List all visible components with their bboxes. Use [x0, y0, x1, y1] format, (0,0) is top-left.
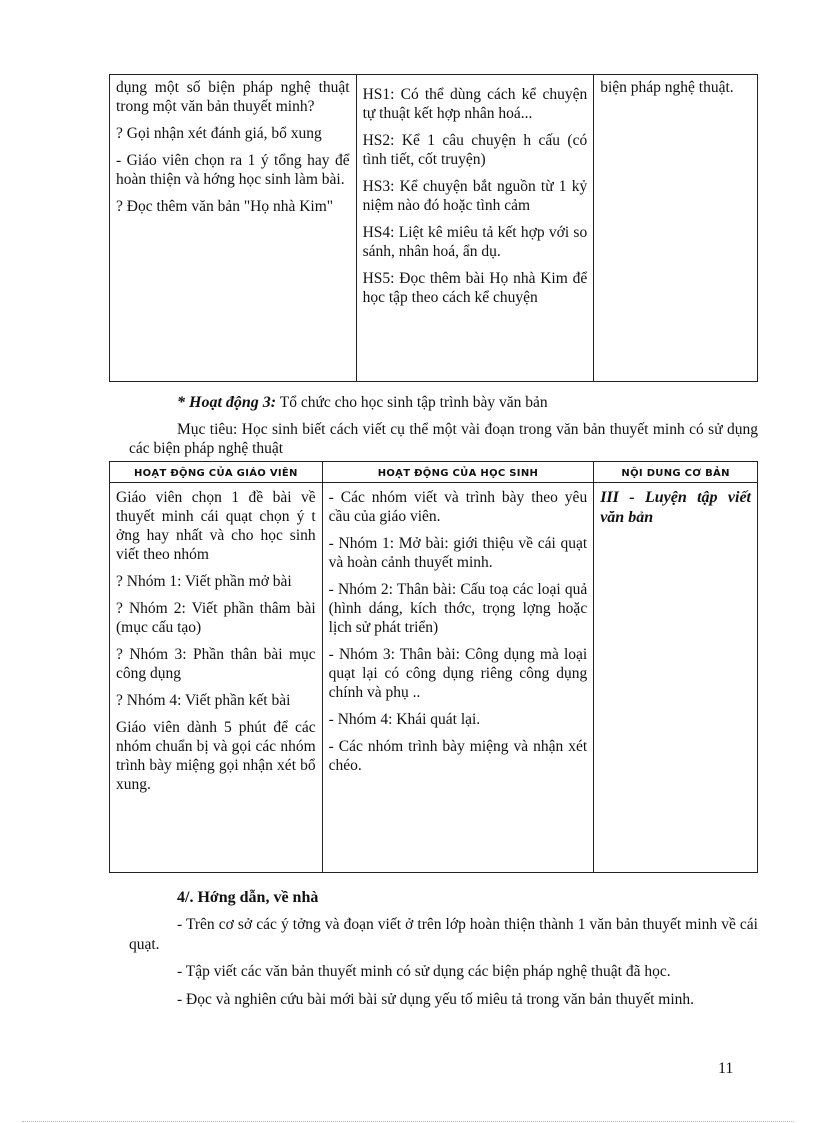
student-activity-cell [356, 75, 594, 382]
content-line: biện pháp nghệ thuật. [600, 79, 734, 96]
header-student: HOẠT ĐỘNG CỦA HỌC SINH [322, 462, 594, 483]
student-line: HS4: Liệt kê miêu tả kết hợp với so sánh, nhân hoá, ẩn dụ. [362, 224, 588, 260]
teacher-line: ? Nhóm 2: Viết phần thâm bài (mục cấu tạo) [116, 600, 316, 636]
page-bottom-divider [22, 1121, 794, 1122]
teacher-line: dụng một số biện pháp nghệ thuật trong một văn bản thuyết minh? [116, 79, 350, 115]
teacher-line: ? Gọi nhận xét đánh giá, bổ xung [116, 125, 322, 142]
teacher-line: ? Đọc thêm văn bản "Họ nhà Kim" [116, 198, 334, 215]
content-cell [594, 483, 758, 873]
page-number: 11 [718, 1060, 734, 1077]
activity-table-continued [109, 74, 758, 382]
header-teacher: HOẠT ĐỘNG CỦA GIÁO VIÊN [110, 462, 323, 483]
homework-item: - Trên cơ sở các ý tởng và đoạn viết ở trên lớp hoàn thiện thành 1 văn bản thuyết minh về cái quạt. [129, 916, 758, 953]
student-line: - Các nhóm trình bày miệng và nhận xét chéo. [328, 738, 588, 774]
section-title: III - Luyện tập viết văn bản [600, 489, 751, 526]
activity-table [109, 461, 758, 873]
activity3-heading [177, 393, 777, 413]
teacher-line: - Giáo viên chọn ra 1 ý tổng hay để hoàn thiện và hớng học sinh làm bài. [116, 152, 350, 188]
student-line: - Nhóm 2: Thân bài: Cấu toạ các loại quả (hình dáng, kích thớc, trọng lợng hoặc lịch sử phát triển) [328, 581, 588, 636]
table-row [110, 75, 758, 382]
table-header-row [110, 462, 758, 483]
student-activity-cell [322, 483, 594, 873]
student-line: - Nhóm 1: Mở bài: giới thiệu về cái quạt và hoàn cảnh thuyết minh. [328, 535, 588, 571]
student-line: - Nhóm 4: Khái quát lại. [328, 711, 481, 728]
teacher-activity-cell [110, 483, 323, 873]
header-content: NỘI DUNG CƠ BẢN [594, 462, 758, 483]
teacher-line: ? Nhóm 1: Viết phần mở bài [116, 573, 292, 590]
teacher-activity-cell [110, 75, 357, 382]
student-line: HS1: Có thể dùng cách kể chuyện tự thuật kết hợp nhân hoá... [362, 86, 588, 122]
student-line: HS5: Đọc thêm bài Họ nhà Kim để học tập theo cách kể chuyện [362, 270, 588, 306]
homework-item: - Tập viết các văn bản thuyết minh có sử dụng các biện pháp nghệ thuật đã học. [177, 963, 671, 980]
teacher-line: ? Nhóm 3: Phần thân bài mục công dụng [116, 646, 316, 682]
teacher-line: Giáo viên dành 5 phút để các nhóm chuẩn bị và gọi các nhóm trình bày miệng gọi nhận xét bổ xung. [116, 719, 316, 793]
homework-heading: 4/. Hớng dẫn, về nhà [177, 889, 319, 906]
table-row [110, 483, 758, 873]
student-line: HS2: Kể 1 câu chuyện h cấu (có tình tiết, cốt truyện) [362, 132, 588, 168]
teacher-line: Giáo viên chọn 1 đề bài về thuyết minh cái quạt chọn ý t ởng hay nhất và cho học sinh viết theo nhóm [116, 489, 316, 563]
content-cell [594, 75, 758, 382]
homework-item: - Đọc và nghiên cứu bài mới bài sử dụng yếu tố miêu tả trong văn bản thuyết minh. [177, 991, 695, 1008]
activity3-label: * Hoạt động 3: [177, 394, 277, 411]
student-line: HS3: Kể chuyện bắt nguồn từ 1 kỷ niệm nào đó hoặc tình cảm [362, 178, 588, 214]
activity3-text: Tổ chức cho học sinh tập trình bày văn bản [279, 394, 548, 411]
teacher-line: ? Nhóm 4: Viết phần kết bài [116, 692, 291, 709]
activity3-objective: Mục tiêu: Học sinh biết cách viết cụ thể một vài đoạn trong văn bản thuyết minh có sử dụng các biện pháp nghệ thuật [129, 421, 758, 457]
student-line: - Nhóm 3: Thân bài: Công dụng mà loại quạt lại có công dụng riêng công dụng chính và phụ .. [328, 646, 588, 701]
student-line: - Các nhóm viết và trình bày theo yêu cầu của giáo viên. [328, 489, 588, 525]
